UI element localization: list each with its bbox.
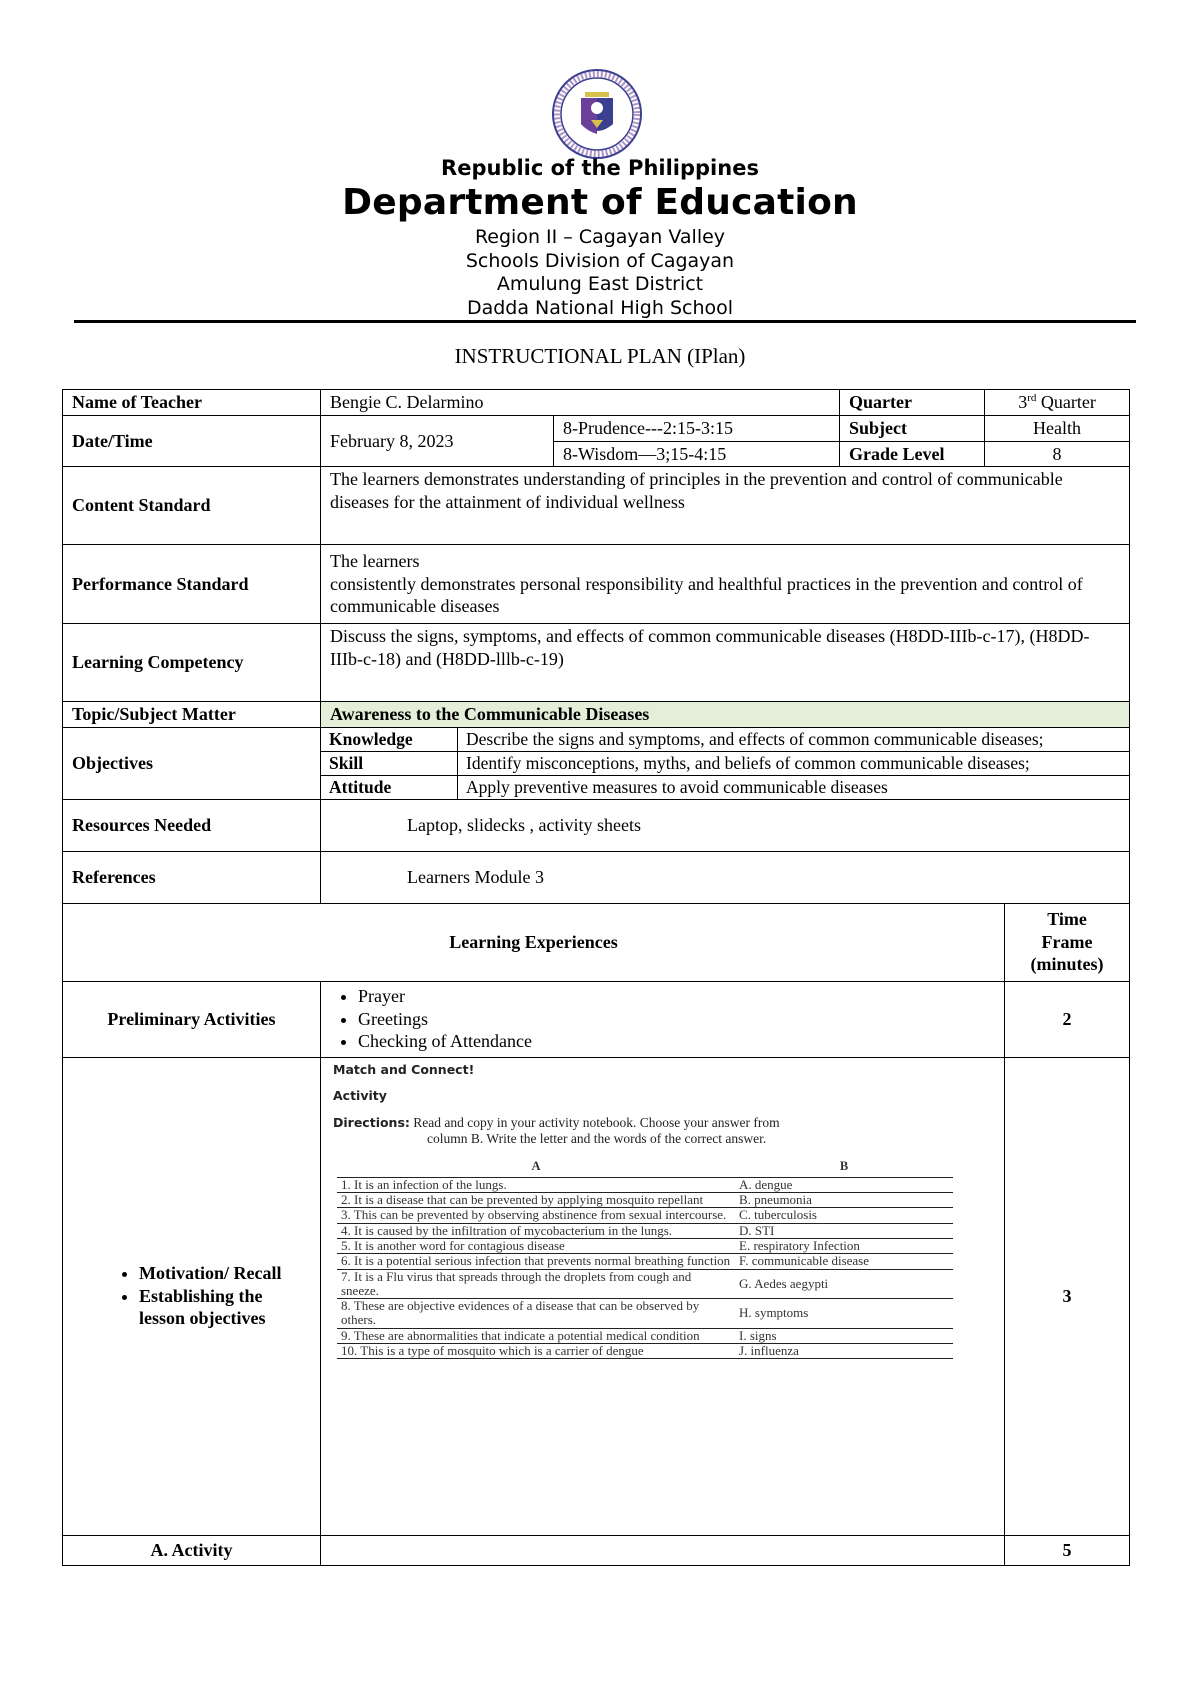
time-frame-header-line: Frame	[1041, 931, 1093, 952]
objective-key: Skill	[321, 751, 458, 775]
directions-text-2: column B. Write the letter and the words of the correct answer.	[427, 1130, 767, 1146]
preliminary-time: 2	[1005, 981, 1130, 1057]
quarter-value: 3rd Quarter	[985, 390, 1130, 416]
learning-competency-value: Discuss the signs, symptoms, and effects of common communicable diseases (H8DD-IIIb-c-17), (H8DD-IIIb-c-18) and (H8DD-lllb-c-19)	[321, 624, 1130, 702]
region-line: Region II – Cagayan Valley	[474, 226, 726, 248]
matching-item-a: 10. This is a type of mosquito which is a carrier of dengue	[337, 1344, 735, 1359]
matching-row	[337, 1208, 953, 1223]
matching-item-a: 6. It is a potential serious infection that prevents normal breathing function	[337, 1254, 735, 1269]
matching-row	[337, 1269, 953, 1299]
school-line: Dadda National High School	[466, 297, 734, 319]
match-activity-subtitle: Activity	[333, 1088, 387, 1104]
matching-item-a: 2. It is a disease that can be prevented by applying mosquito repellant	[337, 1193, 735, 1208]
objective-value: Describe the signs and symptoms, and effects of common communicable diseases;	[458, 728, 1130, 752]
motivation-time: 3	[1005, 1057, 1130, 1535]
directions-label: Directions:	[333, 1114, 410, 1130]
matching-item-b: I. signs	[735, 1328, 953, 1343]
list-item: • Motivation/ Recall	[139, 1262, 311, 1285]
matching-item-b: A. dengue	[735, 1177, 953, 1192]
matching-item-a: 7. It is a Flu virus that spreads through the droplets from cough and sneeze.	[337, 1269, 735, 1299]
subject-value: Health	[985, 416, 1130, 442]
topic-value: Awareness to the Communicable Diseases	[321, 702, 1130, 728]
matching-item-a: 5. It is another word for contagious disease	[337, 1238, 735, 1253]
activity-label: A. Activity	[63, 1535, 321, 1565]
department-heading: Department of Education	[342, 182, 858, 223]
matching-row	[337, 1177, 953, 1192]
objective-value: Apply preventive measures to avoid communicable diseases	[466, 776, 888, 797]
republic-heading: Republic of the Philippines	[441, 156, 759, 180]
performance-standard-line-1: The learners	[330, 551, 420, 572]
matching-row	[337, 1328, 953, 1343]
match-activity-cell	[321, 1057, 1005, 1535]
match-activity-directions	[333, 1115, 1004, 1147]
objectives-cell	[321, 727, 1130, 799]
division-line: Schools Division of Cagayan	[465, 250, 735, 272]
matching-item-a: 1. It is an infection of the lungs.	[337, 1177, 735, 1192]
objective-value: Identify misconceptions, myths, and beliefs of common communicable diseases;	[458, 751, 1130, 775]
date-label: Date/Time	[63, 416, 321, 467]
time-slot-1: 8-Prudence---2:15-3:15	[554, 416, 840, 442]
motivation-label	[63, 1057, 321, 1535]
date-value: February 8, 2023	[321, 416, 554, 467]
matching-row	[337, 1299, 953, 1329]
objective-row	[321, 775, 1129, 799]
matching-item-b: E. respiratory Infection	[735, 1238, 953, 1253]
match-activity-title: Match and Connect!	[333, 1061, 475, 1077]
content-standard-value: The learners demonstrates understanding of principles in the prevention and control of communicable diseases for the attainment of individual wellness	[321, 467, 1130, 545]
column-a-header: A	[337, 1157, 735, 1177]
list-item: • Prayer	[358, 985, 995, 1008]
matching-row	[337, 1193, 953, 1208]
performance-standard-line-2: consistently demonstrates personal responsibility and healthful practices in the prevention and control of communicable diseases	[330, 573, 1083, 617]
matching-item-a: 3. This can be prevented by observing abstinence from sexual intercourse.	[337, 1208, 735, 1223]
list-item: • Greetings	[358, 1008, 995, 1031]
performance-standard-label: Performance Standard	[63, 545, 321, 624]
matching-row	[337, 1223, 953, 1238]
activity-time: 5	[1005, 1535, 1130, 1565]
matching-item-b: F. communicable disease	[735, 1254, 953, 1269]
directions-text-1: Read and copy in your activity notebook. Choose your answer from	[413, 1114, 780, 1130]
references-value: Learners Module 3	[321, 851, 1130, 903]
instructional-plan-table	[62, 389, 1130, 1566]
topic-label: Topic/Subject Matter	[63, 702, 321, 728]
objective-key: Knowledge	[321, 728, 458, 752]
preliminary-activities-label: Preliminary Activities	[63, 981, 321, 1057]
objectives-table	[321, 728, 1129, 799]
teacher-name: Bengie C. Delarmino	[321, 390, 840, 416]
grade-level-value: 8	[985, 441, 1130, 467]
preliminary-activities-list	[321, 981, 1005, 1057]
deped-seal-logo	[551, 68, 643, 160]
matching-item-b: G. Aedes aegypti	[735, 1269, 953, 1299]
time-frame-header-line: Time	[1047, 909, 1087, 930]
activity-content	[321, 1535, 1005, 1565]
resources-label: Resources Needed	[63, 799, 321, 851]
objectives-label: Objectives	[63, 727, 321, 799]
matching-item-b: D. STI	[735, 1223, 953, 1238]
performance-standard-value	[321, 545, 1130, 624]
matching-row	[337, 1238, 953, 1253]
matching-item-b: C. tuberculosis	[735, 1208, 953, 1223]
subject-label: Subject	[840, 416, 985, 442]
time-frame-header-line: (minutes)	[1030, 954, 1104, 975]
matching-item-a: 8. These are objective evidences of a disease that can be observed by others.	[337, 1299, 735, 1329]
objective-row	[321, 728, 1129, 752]
quarter-label: Quarter	[840, 390, 985, 416]
teacher-label: Name of Teacher	[63, 390, 321, 416]
matching-row	[337, 1344, 953, 1359]
learning-experiences-header: Learning Experiences	[63, 903, 1005, 981]
learning-competency-label: Learning Competency	[63, 624, 321, 702]
district-line: Amulung East District	[496, 273, 704, 295]
objective-key: Attitude	[321, 775, 458, 799]
matching-item-b: H. symptoms	[735, 1299, 953, 1329]
time-frame-header	[1005, 903, 1130, 981]
time-slot-2: 8-Wisdom—3;15-4:15	[554, 441, 840, 467]
matching-item-b: B. pneumonia	[735, 1193, 953, 1208]
matching-table	[337, 1157, 953, 1359]
page-title: INSTRUCTIONAL PLAN (IPlan)	[454, 344, 746, 368]
resources-value: Laptop, slidecks , activity sheets	[321, 799, 1130, 851]
grade-level-label: Grade Level	[840, 441, 985, 467]
references-label: References	[63, 851, 321, 903]
matching-item-a: 9. These are abnormalities that indicate a potential medical condition	[337, 1328, 735, 1343]
content-standard-label: Content Standard	[63, 467, 321, 545]
objective-row	[321, 751, 1129, 775]
list-item: • Checking of Attendance	[358, 1030, 995, 1053]
column-b-header: B	[735, 1157, 953, 1177]
header-divider	[74, 320, 1136, 323]
list-item: • Establishing the lesson objectives	[139, 1285, 311, 1330]
matching-item-b: J. influenza	[735, 1344, 953, 1359]
matching-item-a: 4. It is caused by the infiltration of mycobacterium in the lungs.	[337, 1223, 735, 1238]
match-activity-sheet	[321, 1062, 1004, 1360]
matching-row	[337, 1254, 953, 1269]
